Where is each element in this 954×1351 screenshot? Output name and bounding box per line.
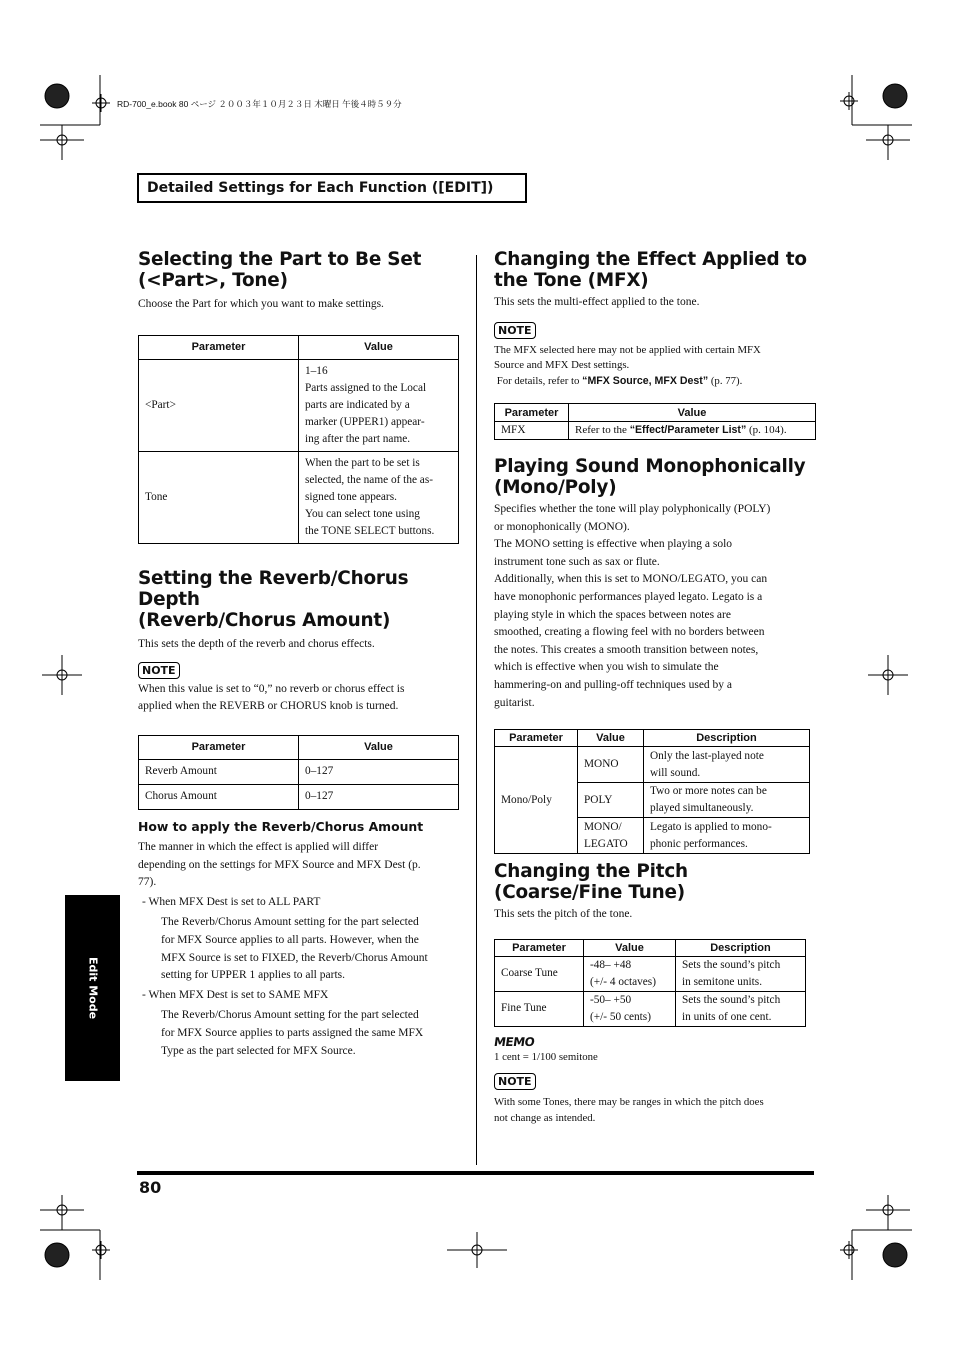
note-badge: NOTE — [494, 322, 536, 339]
apply-section — [138, 819, 468, 1060]
mono-table — [494, 729, 810, 854]
table-cell-value: MONO — [578, 747, 644, 783]
part-section-title: Selecting the Part to Be Set (<Part>, Tone) — [138, 249, 422, 291]
memo-badge: MEMO — [493, 1034, 536, 1049]
apply-section-title: How to apply the Reverb/Chorus Amount — [138, 819, 424, 834]
table-cell-value: 0–127 — [299, 784, 459, 809]
pitch-note: With some Tones, there may be ranges in which the pitch does not change as intended. — [494, 1096, 764, 1124]
table-cell-param: Fine Tune — [495, 991, 584, 1026]
apply-case2-text: The Reverb/Chorus Amount setting for the part selected for MFX Source applies to parts assigned the same MFX Type as the part selected for MFX Source. — [161, 1009, 424, 1057]
apply-case1-label: - When MFX Dest is set to ALL PART — [142, 895, 321, 908]
table-cell-param: Reverb Amount — [139, 759, 299, 784]
mono-section-body: Specifies whether the tone will play polyphonically (POLY) or monophonically (MONO). The MONO setting is effective when playing a solo instrument tone such as sax or flute. Additionally, when this is set to MONO/LEGATO, you can have monophonic performances played legato. Legato is a playing style in which the spaces between notes are smoothed, creating a flowing feel with no borders between the notes. This creates a smooth transition between notes, which is effective when you wish to simulate the hammering-on and pulling-off techniques used by a guitarist. — [494, 503, 771, 709]
table-cell-value: 0–127 — [299, 759, 459, 784]
mfx-table — [494, 403, 816, 440]
mfx-section-intro: This sets the multi-effect applied to the tone. — [494, 296, 700, 308]
reverb-note: When this value is set to “0,” no reverb or chorus effect is applied when the REVERB or CHORUS knob is turned. — [138, 682, 405, 713]
reverb-section-title: Setting the Reverb/Chorus Depth (Reverb/Chorus Amount) — [138, 568, 409, 631]
pitch-section-intro: This sets the pitch of the tone. — [494, 908, 633, 920]
mfx-section — [494, 249, 816, 440]
table-cell-value: -48– +48 (+/- 4 octaves) — [584, 956, 676, 991]
table-cell-param: Chorus Amount — [139, 784, 299, 809]
column-divider — [476, 255, 477, 1165]
table-header: Description — [676, 939, 806, 956]
table-header: Description — [644, 730, 810, 747]
table-cell-desc: Only the last-played note will sound. — [644, 747, 810, 783]
reverb-section — [138, 568, 460, 810]
table-header: Value — [299, 335, 459, 359]
reverb-section-intro: This sets the depth of the reverb and chorus effects. — [138, 638, 375, 650]
table-cell-param: Coarse Tune — [495, 956, 584, 991]
pitch-table — [494, 939, 806, 1027]
table-cell-desc: Sets the sound’s pitch in units of one cent. — [676, 991, 806, 1026]
table-header: Parameter — [495, 404, 569, 422]
table-cell-desc: Sets the sound’s pitch in semitone units. — [676, 956, 806, 991]
table-cell-desc: Legato is applied to mono- phonic performances. — [644, 818, 810, 854]
section-header-box — [137, 173, 527, 203]
table-cell-value: MONO/ LEGATO — [578, 818, 644, 854]
note-badge: NOTE — [494, 1073, 536, 1090]
table-cell-param: <Part> — [139, 359, 299, 451]
footer-rule — [137, 1171, 814, 1175]
section-header: Detailed Settings for Each Function ([EDIT]) — [147, 180, 494, 196]
table-header: Value — [584, 939, 676, 956]
table-header: Parameter — [139, 735, 299, 759]
mfx-section-title: Changing the Effect Applied to the Tone (MFX) — [494, 249, 807, 291]
table-cell-value: 1–16 Parts assigned to the Local parts are indicated by a marker (UPPER1) appear- ing after the part name. — [299, 359, 459, 451]
part-section-intro: Choose the Part for which you want to make settings. — [138, 298, 384, 310]
part-table — [138, 335, 459, 544]
page-number: 80 — [139, 1178, 162, 1197]
mfx-note: The MFX selected here may not be applied with certain MFX Source and MFX Dest settings. For details, refer to “MFX Source, MFX Dest” (p. 77). — [494, 343, 761, 387]
side-tab-label: Edit Mode — [86, 956, 99, 1020]
table-header: Parameter — [139, 335, 299, 359]
part-section — [138, 249, 460, 544]
table-header: Value — [569, 404, 816, 422]
table-cell-param: Tone — [139, 451, 299, 543]
print-header: RD-700_e.book 80 ページ ２００３年１０月２３日 木曜日 午後４時５９分 — [117, 99, 402, 109]
table-header: Value — [299, 735, 459, 759]
table-cell-value: When the part to be set is selected, the name of the as- signed tone appears. You can select tone using the TONE SELECT buttons. — [299, 451, 459, 543]
table-cell-value: POLY — [578, 783, 644, 818]
apply-case2-label: - When MFX Dest is set to SAME MFX — [142, 988, 329, 1001]
note-badge: NOTE — [138, 662, 180, 679]
table-cell-desc: Two or more notes can be played simultaneously. — [644, 783, 810, 818]
reverb-table — [138, 735, 459, 810]
apply-case1-text: The Reverb/Chorus Amount setting for the part selected for MFX Source applies to all parts. However, when the MFX Source is set to FIXED, the Reverb/Chorus Amount setting for UPPER 1 applies to all parts. — [161, 916, 428, 982]
mono-section — [494, 456, 816, 854]
table-header: Parameter — [495, 730, 578, 747]
table-header: Parameter — [495, 939, 584, 956]
apply-intro: The manner in which the effect is applied will differ depending on the settings for MFX Source and MFX Dest (p. 77). — [138, 841, 421, 889]
pitch-section — [494, 861, 816, 1126]
table-cell-value: Refer to the “Effect/Parameter List” (p. 104). — [569, 422, 816, 440]
pitch-section-title: Changing the Pitch (Coarse/Fine Tune) — [494, 861, 688, 903]
side-tab — [65, 895, 120, 1081]
memo-text: 1 cent = 1/100 semitone — [494, 1050, 598, 1063]
table-cell-param: Mono/Poly — [495, 747, 578, 854]
table-header: Value — [578, 730, 644, 747]
table-cell-param: MFX — [495, 422, 569, 440]
mono-section-title: Playing Sound Monophonically (Mono/Poly) — [494, 456, 806, 498]
table-cell-value: -50– +50 (+/- 50 cents) — [584, 991, 676, 1026]
